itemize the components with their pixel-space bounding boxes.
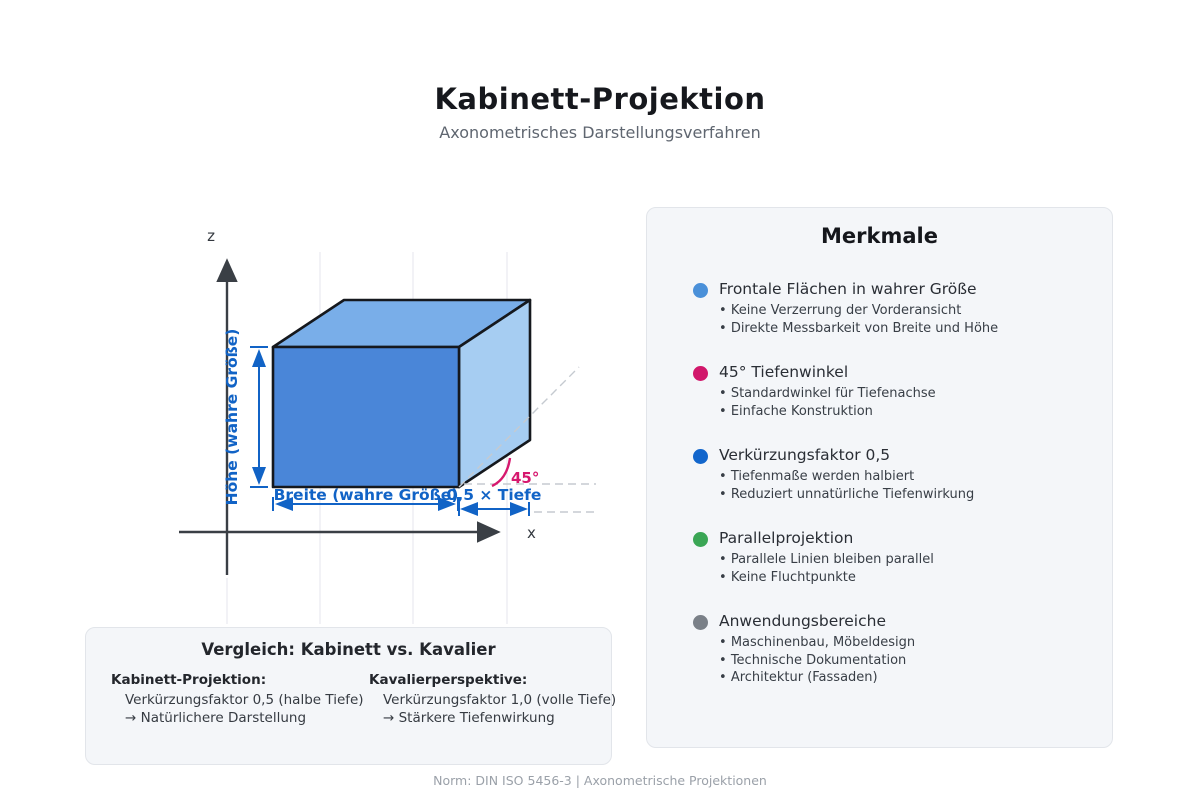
list-item: • Maschinenbau, Möbeldesign [719, 634, 1088, 652]
merkmale-item [671, 529, 1088, 586]
vergleich-line: → Stärkere Tiefenwirkung [383, 709, 555, 726]
merkmale-item-heading: 45° Tiefenwinkel [719, 363, 849, 381]
vergleich-column-heading: Kavalierperspektive: [369, 672, 528, 688]
merkmale-item-heading: Parallelprojektion [719, 529, 854, 547]
vergleich-column-heading: Kabinett-Projektion: [111, 672, 267, 688]
list-item: • Einfache Konstruktion [719, 403, 1088, 421]
vergleich-column-kabinett [111, 672, 369, 727]
vergleich-box [85, 627, 617, 765]
vergleich-title: Vergleich: Kabinett vs. Kavalier [201, 640, 496, 659]
vergleich-line: Verkürzungsfaktor 1,0 (volle Tiefe) [383, 692, 617, 708]
cabinet-projection-diagram [150, 215, 620, 626]
vergleich-line: Verkürzungsfaktor 0,5 (halbe Tiefe) [125, 692, 364, 708]
merkmale-panel [646, 207, 1113, 748]
list-item: • Tiefenmaße werden halbiert [719, 468, 1088, 486]
footer-note: Norm: DIN ISO 5456-3 | Axonometrische Projektionen [433, 773, 767, 788]
merkmale-item-heading: Frontale Flächen in wahrer Größe [719, 280, 977, 298]
tiefe-dimension-label: 0,5 × Tiefe [446, 486, 542, 504]
merkmale-item [671, 612, 1088, 687]
bullet-dot-icon [693, 283, 708, 298]
merkmale-item-heading: Verkürzungsfaktor 0,5 [719, 446, 891, 464]
merkmale-item [671, 446, 1088, 503]
list-item: • Direkte Messbarkeit von Breite und Höhe [719, 320, 1088, 338]
bullet-dot-icon [693, 615, 708, 630]
breite-dimension-label: Breite (wahre Größe) [273, 486, 459, 504]
z-axis-label: z [207, 227, 215, 245]
bullet-dot-icon [693, 366, 708, 381]
list-item: • Parallele Linien bleiben parallel [719, 551, 1088, 569]
list-item: • Keine Fluchtpunkte [719, 569, 1088, 587]
vergleich-column-kavalier [369, 672, 627, 727]
page-title: Kabinett-Projektion [434, 82, 766, 116]
list-item: • Keine Verzerrung der Vorderansicht [719, 302, 1088, 320]
vergleich-line: → Natürlichere Darstellung [125, 709, 307, 726]
merkmale-item [671, 280, 1088, 337]
cuboid-front-face [273, 347, 459, 487]
cuboid [273, 300, 530, 487]
page-subtitle: Axonometrisches Darstellungsverfahren [439, 123, 761, 142]
list-item: • Reduziert unnatürliche Tiefenwirkung [719, 486, 1088, 504]
merkmale-item-heading: Anwendungsbereiche [719, 612, 886, 630]
merkmale-title: Merkmale [821, 224, 938, 248]
x-axis-label: x [527, 524, 536, 542]
list-item: • Architektur (Fassaden) [719, 669, 1088, 687]
merkmale-item [671, 363, 1088, 420]
bullet-dot-icon [693, 449, 708, 464]
bullet-dot-icon [693, 532, 708, 547]
hoehe-dimension-label: Höhe (wahre Größe) [223, 328, 241, 506]
list-item: • Technische Dokumentation [719, 652, 1088, 670]
angle-label: 45° [511, 469, 540, 487]
list-item: • Standardwinkel für Tiefenachse [719, 385, 1088, 403]
page-header [0, 82, 1200, 142]
